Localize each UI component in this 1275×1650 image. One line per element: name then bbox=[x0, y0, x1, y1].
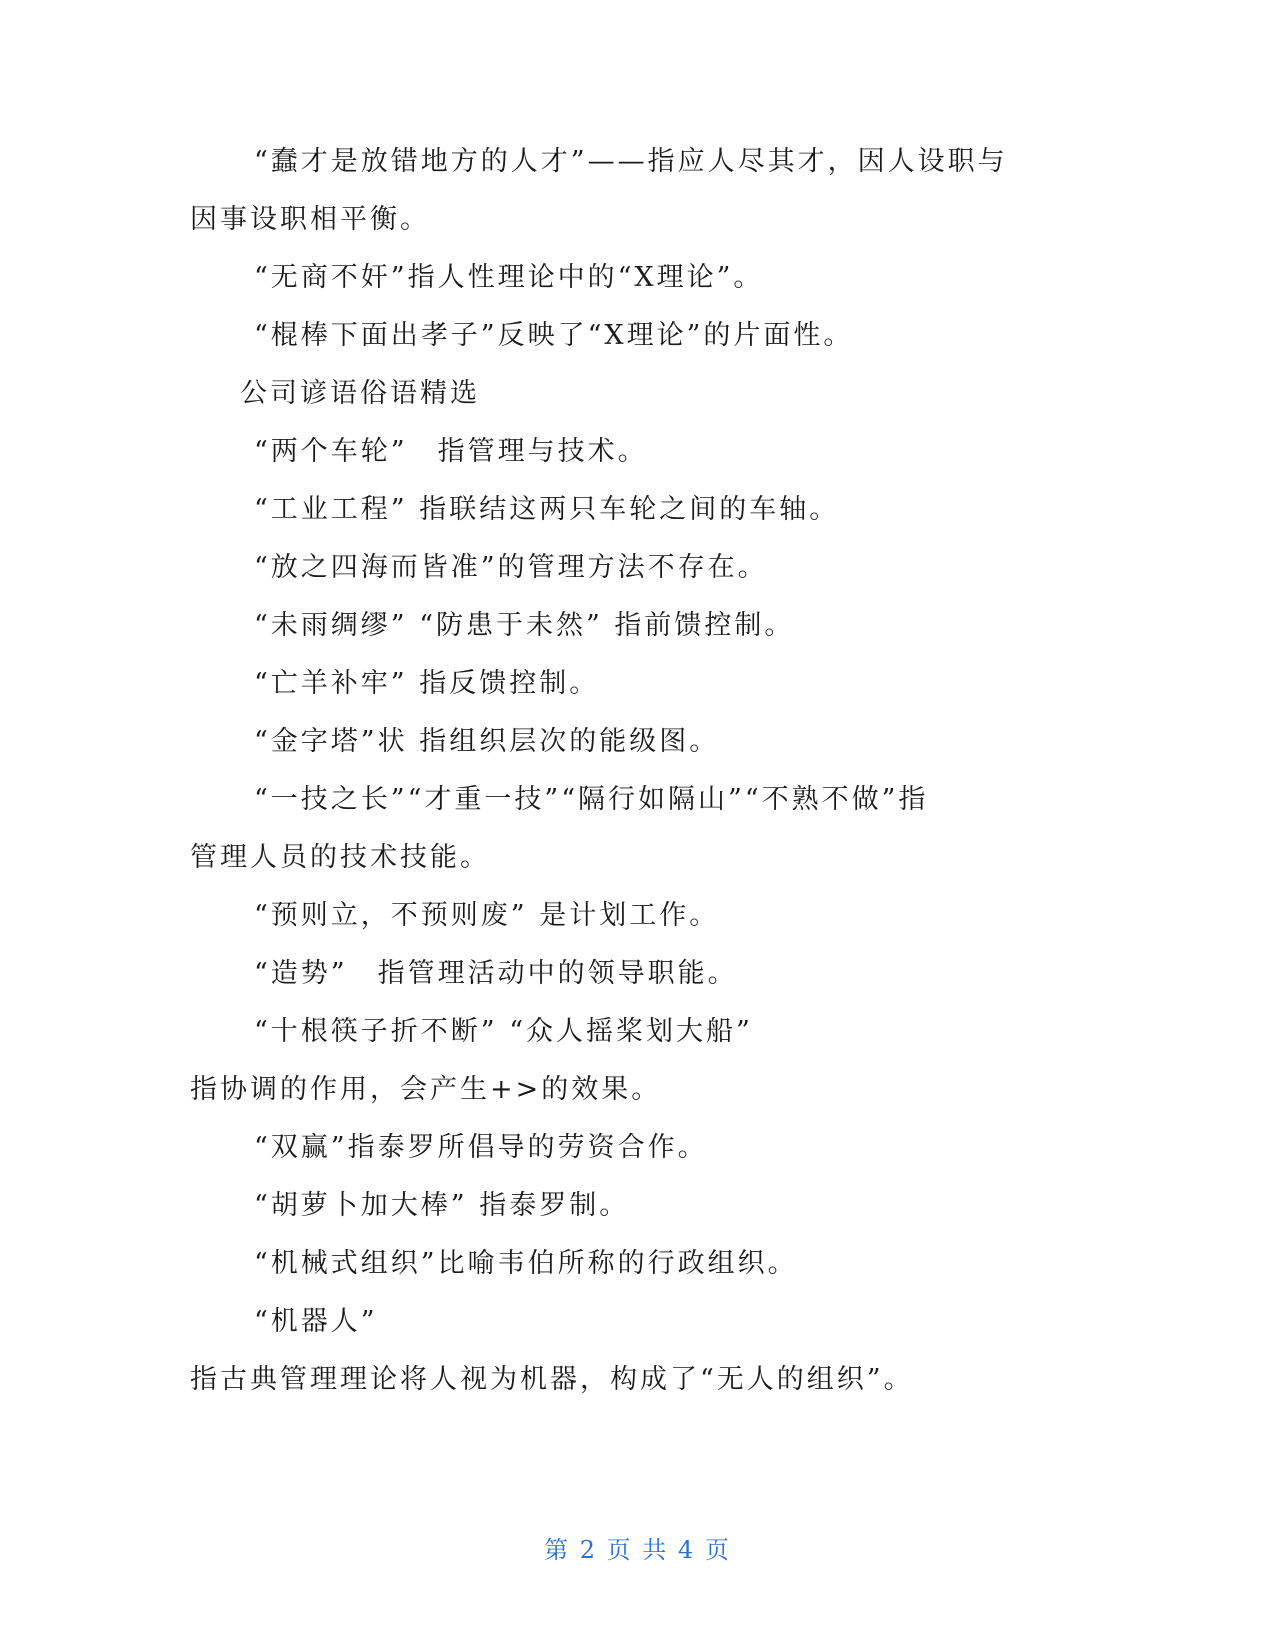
text-line: “双赢”指泰罗所倡导的劳资合作。 bbox=[254, 1132, 708, 1163]
text-line: “金字塔”状 指组织层次的能级图。 bbox=[254, 726, 720, 757]
text-line: “两个车轮” 指管理与技术。 bbox=[254, 436, 648, 467]
text-line: “预则立，不预则废” 是计划工作。 bbox=[254, 900, 720, 931]
text-line: “亡羊补牢” 指反馈控制。 bbox=[254, 668, 600, 699]
text-line: 管理人员的技术技能。 bbox=[190, 842, 490, 873]
text-line: 因事设职相平衡。 bbox=[190, 204, 430, 235]
text-line: “工业工程” 指联结这两只车轮之间的车轴。 bbox=[254, 494, 840, 525]
text-line: 指古典管理理论将人视为机器，构成了“无人的组织”。 bbox=[190, 1364, 914, 1395]
text-line: “放之四海而皆准”的管理方法不存在。 bbox=[254, 552, 768, 583]
text-line: “棍棒下面出孝子”反映了“X理论”的片面性。 bbox=[254, 320, 854, 351]
text-line: “十根筷子折不断” “众人摇桨划大船” bbox=[254, 1016, 753, 1047]
text-line: “蠢才是放错地方的人才”——指应人尽其才，因人设职与 bbox=[254, 146, 1008, 177]
text-line: “机械式组织”比喻韦伯所称的行政组织。 bbox=[254, 1248, 798, 1279]
text-line: “机器人” bbox=[254, 1306, 378, 1337]
section-heading: 公司谚语俗语精选 bbox=[240, 378, 480, 409]
text-line: “未雨绸缪” “防患于未然” 指前馈控制。 bbox=[254, 610, 795, 641]
page-footer: 第 2 页 共 4 页 bbox=[544, 1536, 731, 1564]
text-line: 指协调的作用，会产生+>的效果。 bbox=[190, 1074, 662, 1105]
text-line: “胡萝卜加大棒” 指泰罗制。 bbox=[254, 1190, 630, 1221]
text-line: “一技之长”“才重一技”“隔行如隔山”“不熟不做”指 bbox=[254, 784, 929, 815]
text-line: “无商不奸”指人性理论中的“X理论”。 bbox=[254, 262, 764, 293]
text-line: “造势” 指管理活动中的领导职能。 bbox=[254, 958, 738, 989]
